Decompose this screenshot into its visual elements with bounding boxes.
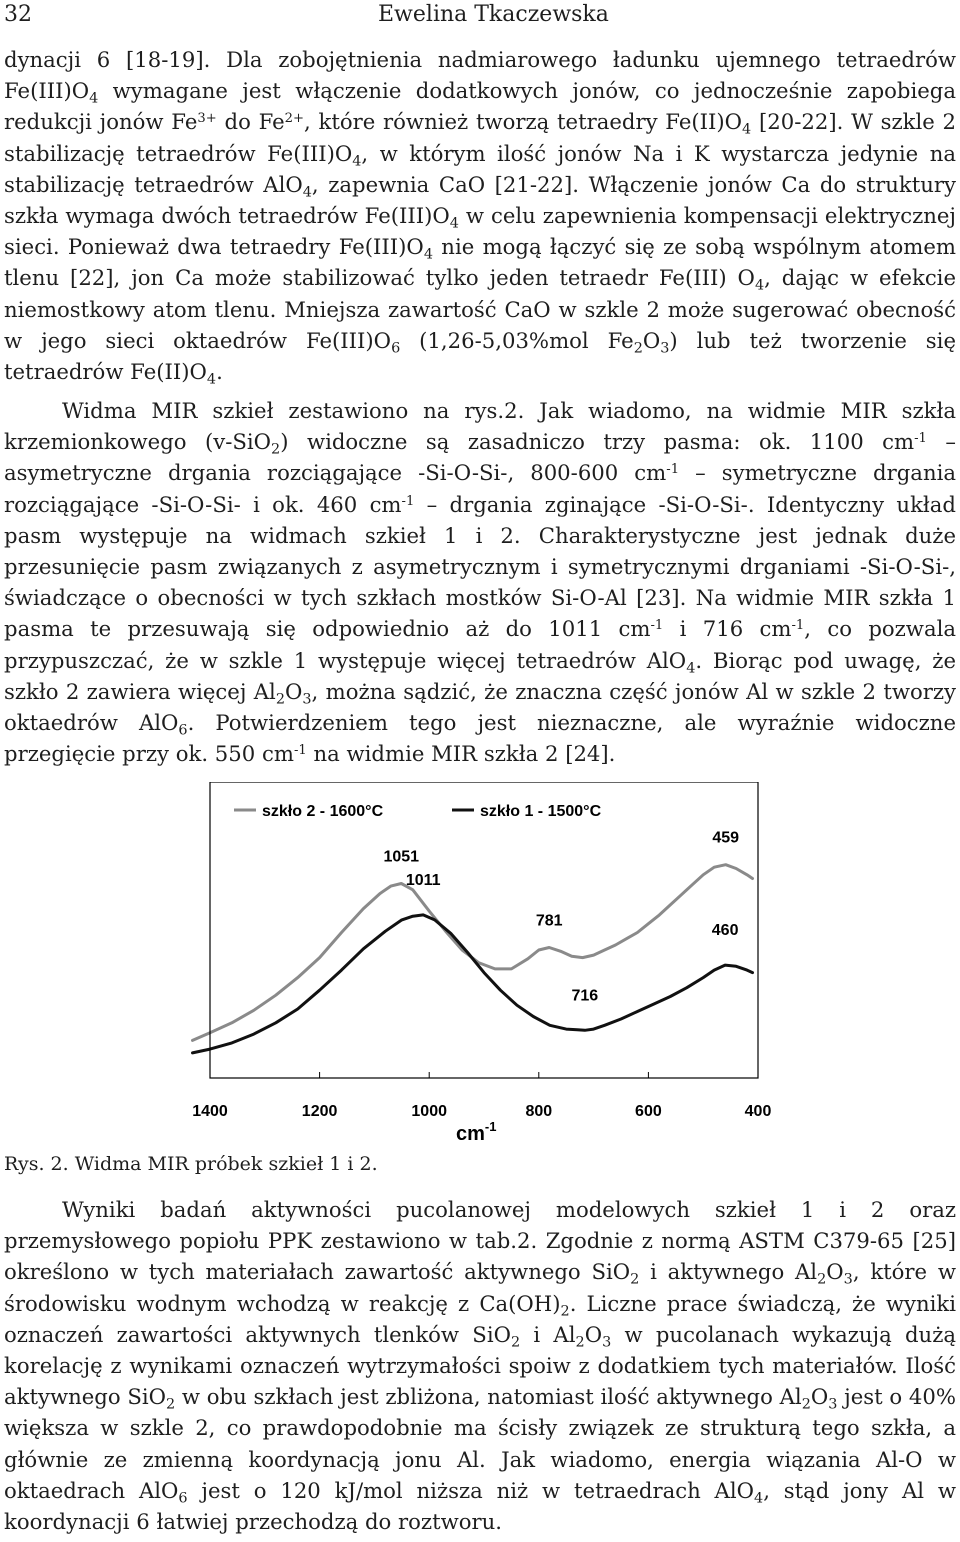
text-span: w pucolanach wykazują dużą korelację z wynikami oznaczeń wytrzymałości spoiw z dodatkiem tych materiałów. Ilość aktywnego SiO — [4, 1321, 956, 1410]
paragraph-mir-spectra — [4, 395, 956, 769]
text-span: . Potwierdzeniem tego jest nieznaczne, ale wyraźnie widoczne przegięcie przy ok. 550 cm — [4, 710, 956, 767]
subscript: 3 — [302, 691, 312, 708]
text-span: do Fe — [216, 109, 285, 135]
text-span: i 716 cm — [663, 616, 792, 642]
text-span: – asymetryczne drgania rozciągające -Si-O-Si-, 800-600 cm — [4, 429, 956, 486]
text-span: , stąd jony Al w koordynacji 6 łatwiej przechodzą do roztworu. — [4, 1477, 956, 1535]
text-span: . Biorąc pod uwagę, że szkło 2 zawiera więcej Al — [4, 647, 956, 704]
text-span: jest o 120 kJ/mol niższa niż w tetraedrach AlO — [187, 1477, 755, 1503]
subscript: 2 — [801, 1396, 811, 1413]
subscript: 2 — [510, 1334, 521, 1351]
subscript: 4 — [352, 153, 362, 170]
text-span: i aktywnego Al — [639, 1259, 818, 1285]
superscript: 2+ — [284, 111, 305, 127]
text-span: O — [642, 327, 661, 353]
paragraph-fe-coordination — [4, 44, 956, 387]
text-span: [20-22]. W szkle 2 stabilizację tetraedrów Fe(III)O — [4, 109, 957, 166]
subscript: 6 — [178, 722, 188, 739]
text-span: i Al — [520, 1321, 576, 1347]
figure-caption: Rys. 2. Widma MIR próbek szkieł 1 i 2. — [4, 1153, 378, 1175]
superscript: 3+ — [197, 111, 217, 127]
subscript: 6 — [391, 340, 401, 357]
series-layer — [193, 865, 753, 1053]
subscript: 3 — [602, 1334, 612, 1351]
text-span: Widma MIR szkieł zestawiono na rys.2. Jak wiadomo, na widmie MIR szkła krzemionkowego (v-SiO — [4, 398, 956, 455]
text-span: , co pozwala przypuszczać, że w szkle 1 występuje więcej tetraedrów AlO — [4, 616, 956, 673]
subscript: 3 — [843, 1272, 853, 1289]
text-span: wymagane jest włączenie dodatkowych jonów, co jednocześnie zapobiega redukcji jonów Fe — [4, 78, 956, 135]
subscript: 2 — [166, 1396, 176, 1413]
text-span: – symetryczne drgania rozciągające -Si-O-Si- i ok. 460 cm — [4, 460, 956, 517]
x-tick-label: 800 — [525, 1103, 553, 1120]
superscript: -1 — [914, 430, 927, 446]
legend-label-2: szkło 1 - 1500°C — [480, 803, 602, 820]
subscript: 2 — [633, 340, 643, 357]
text-span: O — [810, 1384, 829, 1410]
chart-legend — [234, 803, 602, 820]
subscript: 2 — [630, 1272, 640, 1289]
peak-label-781: 781 — [535, 912, 563, 930]
text-span: ) lub też tworzenie się tetraedrów Fe(II)O — [4, 327, 956, 385]
peak-annotations — [383, 830, 739, 1005]
superscript: -1 — [791, 618, 805, 634]
text-span: O — [285, 678, 303, 704]
peak-label-1011: 1011 — [405, 871, 441, 889]
superscript: -1 — [650, 618, 664, 634]
superscript: -1 — [666, 462, 680, 478]
subscript: 2 — [271, 441, 281, 458]
subscript: 4 — [423, 246, 433, 263]
x-tick-label: 600 — [635, 1103, 662, 1120]
x-tick-label: 1200 — [301, 1103, 338, 1120]
subscript: 6 — [178, 1490, 188, 1507]
subscript: 2 — [275, 691, 285, 708]
x-tick-label: 1400 — [192, 1103, 228, 1120]
subscript: 4 — [302, 184, 312, 201]
text-span: w obu szkłach jest zbliżona, natomiast ilość aktywnego Al — [175, 1384, 802, 1410]
x-tick-label: 1000 — [411, 1103, 447, 1120]
peak-label-459: 459 — [712, 829, 740, 847]
x-axis — [192, 1072, 771, 1145]
subscript: 4 — [449, 215, 459, 232]
subscript: 3 — [660, 340, 670, 357]
subscript: 3 — [828, 1396, 838, 1413]
series-line-2 — [193, 912, 753, 1053]
series-line-1 — [193, 865, 753, 1041]
text-span: w celu zapewnienia kompensacji elektrycznej sieci. Ponieważ dwa tetraedry Fe(III)O — [4, 203, 957, 260]
peak-label-1051: 1051 — [383, 848, 420, 866]
text-span: Wyniki badań aktywności pucolanowej modelowych szkieł 1 i 2 oraz przemysłowego popiołu PPK zestawiono w tab.2. Zgodnie z normą ASTM C379-65 [25] określono w tych materiałach zawartość aktywnego SiO — [4, 1197, 956, 1285]
x-axis-label: $cm^{-1}$ — [456, 1119, 497, 1145]
text-span: . Liczne prace świadczą, że wyniki oznaczeń zawartości aktywnych tlenków SiO — [4, 1290, 956, 1347]
subscript: 4 — [754, 1490, 764, 1507]
text-span: nie mogą łączyć się ze sobą wspólnym atomem tlenu [22], jon Ca może stabilizować tylko jeden tetraedr Fe(III) O — [4, 234, 956, 291]
mir-spectra-chart — [170, 782, 780, 1162]
subscript: 4 — [686, 660, 696, 677]
text-span: na widmie MIR szkła 2 [24]. — [306, 741, 616, 767]
paragraph-pozzolanic-activity — [4, 1194, 956, 1537]
subscript: 2 — [575, 1334, 585, 1351]
superscript: -1 — [293, 743, 307, 759]
peak-label-716: 716 — [571, 987, 599, 1005]
text-span: – drgania zginające -Si-O-Si-. Identyczny układ pasm występuje na widmach szkieł 1 i 2. Charakterystyczne jest jednak duże przesunięcie pasm związanych z asymetrycznym i symetrycznymi drganiami -Si-O-Si-, świadczące o obecności w tych szkłach mostków Si-O-Al [23]. Na widmie MIR szkła 1 pasma te przesuwają się odpowiednio aż do 1011 cm — [4, 491, 956, 642]
superscript: -1 — [401, 493, 415, 509]
subscript: 2 — [560, 1303, 570, 1320]
plot-frame — [210, 782, 758, 1078]
running-author: Ewelina Tkaczewska — [378, 2, 609, 27]
page-header — [4, 0, 956, 32]
text-span: ) widoczne są zasadniczo trzy pasma: ok. 1100 cm — [280, 429, 915, 455]
text-span: . — [216, 359, 223, 385]
text-span: , zapewnia CaO [21-22]. Włączenie jonów Ca do struktury szkła wymaga dwóch tetraedrów Fe(III)O — [4, 171, 956, 229]
mir-spectra-figure — [170, 782, 780, 1162]
subscript: 2 — [817, 1272, 827, 1289]
subscript: 4 — [89, 90, 99, 107]
subscript: 4 — [206, 371, 217, 388]
text-span: , które w środowisku wodnym wchodzą w reakcję z Ca(OH) — [4, 1259, 957, 1316]
subscript: 4 — [742, 122, 752, 139]
text-span: jest o 40% większa w szkle 2, co prawdopodobnie ma ścisły związek ze strukturą tego szkła, a głównie ze zmienną koordynacją jonu Al. Jak wiadomo, energia wiązania Al-O w oktaedrach AlO — [4, 1384, 956, 1503]
legend-label-1: szkło 2 - 1600°C — [262, 803, 384, 820]
subscript: 4 — [754, 278, 765, 295]
page-number: 32 — [4, 2, 32, 27]
x-tick-label: 400 — [744, 1103, 772, 1120]
text-span: (1,26-5,03%mol Fe — [400, 327, 634, 353]
text-span: , można sądzić, że znaczna część jonów Al w szkle 2 tworzy oktaedrów AlO — [4, 678, 956, 736]
text-span: O — [584, 1321, 603, 1347]
peak-label-460: 460 — [711, 922, 739, 940]
text-span: O — [826, 1259, 844, 1285]
text-span: , w którym ilość jonów Na i K wystarcza jedynie na stabilizację tetraedrów AlO — [4, 140, 956, 197]
text-span: , dając w efekcie niemostkowy atom tlenu. Mniejsza zawartość CaO w szkle 2 może sugerować obecność w jego sieci oktaedrów Fe(III)O — [4, 265, 956, 353]
text-span: , które również tworzą tetraedry Fe(II)O — [304, 109, 743, 135]
text-span: dynacji 6 [18-19]. Dla zobojętnienia nadmiarowego ładunku ujemnego tetraedrów Fe(III)O — [4, 47, 956, 104]
